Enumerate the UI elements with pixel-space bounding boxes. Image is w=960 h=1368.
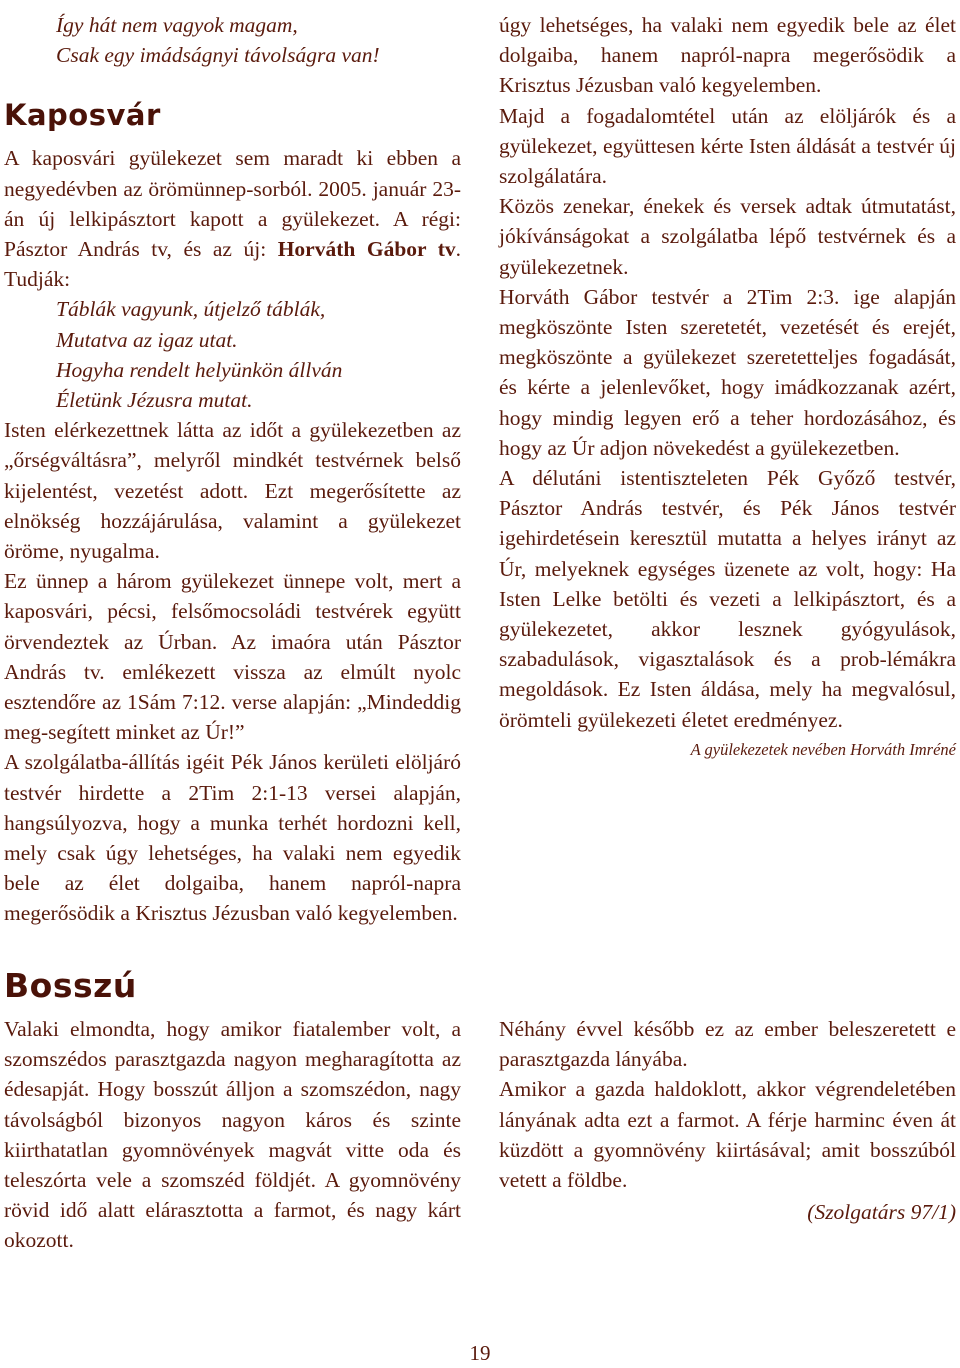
source-citation: (Szolgatárs 97/1) [807,1200,956,1225]
paragraph: Horváth Gábor testvér a 2Tim 2:3. ige alapján megköszönte Isten szeretetét, vezetését és erejét, megköszönte a gyülekezet szeretetteljes fogadását, és kérte a jelenlevőket, hogy imádkozzanak azért, hogy mindig legyen erő a teher hordozásához, és hogy az Úr adjon növekedést a gyülekezetben. [499,284,956,460]
paragraph: A délutáni istentiszteleten Pék Győző testvér, Pásztor András testvér, és Pék János testvér igehirdetésein keresztül mutatta a helyes irányt az Úr, melyeknek egységes üzenete az volt, hogy: Ha Isten Lelke betölti és vezeti a lelkipásztort, és a gyülekezetet, akkor lesznek gyógyulások, szabadulások, vigasztalások és a prob-lémákra megoldások. Ez Isten áldása, mely ha megvalósul, örömteli gyülekezeti életet eredményez. [499,466,956,732]
highlighted-name: Horváth Gábor tv [277,237,456,262]
poem-line: Hogyha rendelt helyünkön állván [56,357,343,382]
right-column-bosszu [499,1014,956,1227]
paragraph: Valaki elmondta, hogy amikor fiatalember volt, a szomszédos parasztgazda nagyon megharagította az édesapját. Hogy bosszút álljon a szomszédon, nagy távolságból bizonyos nagyon káros és szinte kiirthatatlan gyomnövények magvát vitte oda és teleszórta vele a szomszéd földjét. A gyomnövény rövid idő alatt elárasztotta a farmot, és nagy kárt okozott. [4,1017,461,1253]
paragraph: Majd a fogadalomtétel után az elöljárók és a gyülekezet, együttesen kérte Isten áldását a testvér új szolgálatára. [499,103,956,189]
paragraph: Ez ünnep a három gyülekezet ünnepe volt, mert a kaposvári, pécsi, felsőmocsoládi testvérek együtt örvendeztek az Úrban. Az imaóra után Pásztor András tv. emlékezett vissza az elmúlt nyolc esztendőre az 1Sám 7:12. verse alapján: „Mindeddig meg-segített minket az Úr!” [4,569,461,745]
paragraph-continued: úgy lehetséges, ha valaki nem egyedik bele az élet dolgaiba, hanem napról-napra megerősödik a Krisztus Jézusban való kegyelemben. [499,13,956,98]
left-column-bosszu [4,1014,461,1256]
right-column-kaposvar [499,10,956,765]
poem-line: Csak egy imádságnyi távolságra van! [56,43,380,68]
page-number: 19 [469,1341,491,1365]
poem-line: Mutatva az igaz utat. [56,327,238,352]
paragraph: Amikor a gazda haldoklott, akkor végrendeletében lányának adta ezt a farmot. A férje harminc éven át küzdött a gyomnövény kiirtásával; amit bosszúból vetett a földbe. [499,1077,956,1193]
paragraph: Isten elérkezettnek látta az időt a gyülekezetben az „őrségváltásra”, melyről mindkét testvérnek belső kijelentést, vezetést adott. Ezt megerősítette az elnökség hozzájárulása, valamint a gyülekezet öröme, nyugalma. [4,418,461,564]
paragraph: Néhány évvel később ez az ember beleszeretett e parasztgazda lányába. [499,1017,956,1072]
poem-line: Táblák vagyunk, útjelző táblák, [56,297,326,322]
section-heading-kaposvar: Kaposvár [4,98,161,133]
section-heading-bosszu: Bosszú [4,966,137,1005]
left-column-kaposvar [4,10,461,926]
signature: A gyülekezetek nevében Horváth Imréné [690,739,956,759]
poem-line: Így hát nem vagyok magam, [56,13,298,37]
paragraph: A kaposvári gyülekezet sem maradt ki ebben a negyedévben az örömünnep-sorból. 2005. január 23-án új lelkipásztort kapott a gyülekezet. A régi: Pásztor András tv, és az új: Horváth Gábor tv. Tudják: [4,146,461,292]
poem-line: Életünk Jézusra mutat. [56,388,253,413]
paragraph: Közös zenekar, énekek és versek adtak útmutatást, jókívánságokat a szolgálatba lépő testvérnek és a gyülekezetnek. [499,194,956,279]
paragraph: A szolgálatba-állítás igéit Pék János kerületi elöljáró testvér hirdette a 2Tim 2:1-13 versei alapján, hangsúlyozva, hogy a munka terhét hordozni kell, mely csak úgy lehetséges, ha valaki nem egyedik bele az élet dolgaiba, hanem napról-napra megerősödik a Krisztus Jézusban való kegyelemben. [4,750,461,926]
